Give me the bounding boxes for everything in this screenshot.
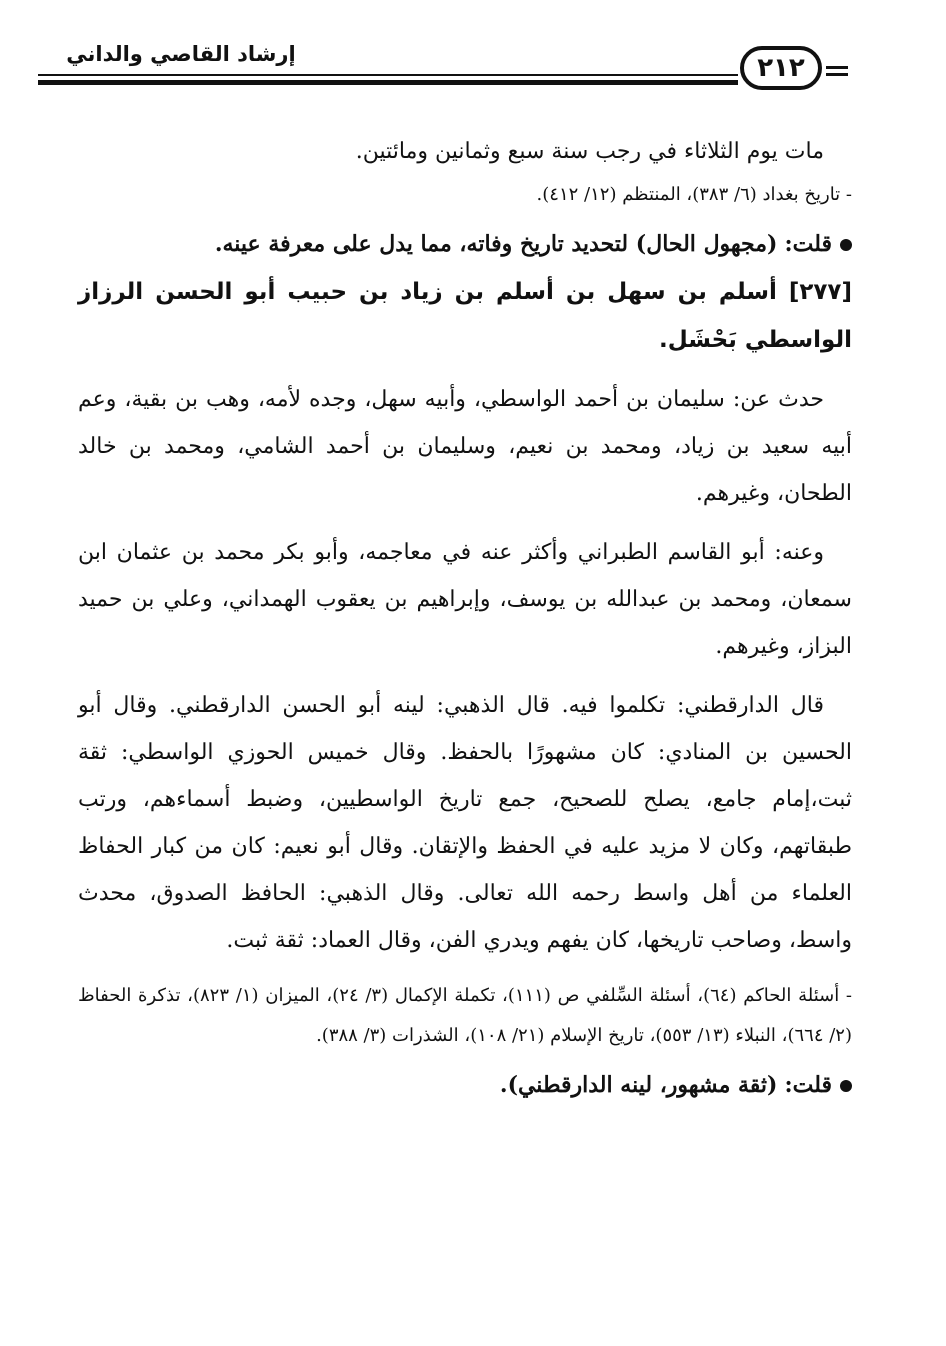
students-paragraph: وعنه: أبو القاسم الطبراني وأكثر عنه في معاجمه، وأبو بكر محمد بن عثمان ابن سمعان، ومحمد بن عبدالله بن يوسف، وإبراهيم بن يعقوب الهمداني، وعلي بن حميد البزاز، وغيرهم. <box>78 540 852 659</box>
teachers-paragraph: حدث عن: سليمان بن أحمد الواسطي، وأبيه سهل، وجده لأمه، وهب بن بقية، وعم أبيه سعيد بن زياد، ومحمد بن نعيم، وسليمان بن أحمد الشامي، ومحمد بن خالد الطحان، وغيرهم. <box>78 387 852 506</box>
qult-comment-2 <box>78 1062 852 1109</box>
death-reference: - تاريخ بغداد (٦/ ٣٨٣)، المنتظم (١٢/ ٤١٢). <box>536 184 852 205</box>
bullet-icon <box>840 1080 852 1092</box>
grading-paragraph: قال الدارقطني: تكلموا فيه. قال الذهبي: لينه أبو الحسن الدارقطني. وقال أبو الحسين بن المنادي: كان مشهورًا بالحفظ. وقال خميس الحوزي الواسطي: ثقة ثبت،إمام جامع، يصلح للصحيح، جمع تاريخ الواسطيين، وضبط أسماءهم، ورتب طبقاتهم، وكان لا مزيد عليه في الحفظ والإتقان. وقال أبو نعيم: كان من كبار الحفاظ العلماء من أهل واسط رحمه الله تعالى. وقال الذهبي: الحافظ الصدوق، محدث واسط، وصاحب تاريخها، كان يفهم ويدري الفن، وقال العماد: ثقة ثبت. <box>78 693 852 953</box>
header-rule-thick <box>38 80 738 85</box>
page-content <box>78 128 852 1109</box>
book-title: إرشاد القاصي والداني <box>66 42 296 66</box>
header-tick <box>826 66 848 69</box>
page-number: ٢١٢ <box>740 46 822 90</box>
qult-text: (ثقة مشهور، لينه الدارقطني). <box>499 1072 778 1098</box>
qult-text: (مجهول الحال) لتحديد تاريخ وفاته، مما يدل على معرفة عينه. <box>214 231 778 257</box>
header-rule-thin <box>38 74 738 76</box>
death-line: مات يوم الثلاثاء في رجب سنة سبع وثمانين ومائتين. <box>355 139 824 164</box>
bullet-icon <box>840 239 852 251</box>
qult-label: قلت: <box>784 231 832 257</box>
header-tick <box>826 73 848 76</box>
qult-label: قلت: <box>784 1072 832 1098</box>
sources-reference: - أسئلة الحاكم (٦٤)، أسئلة السِّلفي ص (١١١)، تكملة الإكمال (٣/ ٢٤)، الميزان (١/ ٨٢٣)، تذكرة الحفاظ (٢/ ٦٦٤)، النبلاء (١٣/ ٥٥٣)، تاريخ الإسلام (٢١/ ١٠٨)، الشذرات (٣/ ٣٨٨). <box>78 985 853 1046</box>
qult-comment-1 <box>78 221 852 268</box>
page-header <box>38 36 848 106</box>
entry-title: [٢٧٧] أسلم بن سهل بن أسلم بن زياد بن حبيب أبو الحسن الرزاز الواسطي بَحْشَل. <box>78 279 852 353</box>
